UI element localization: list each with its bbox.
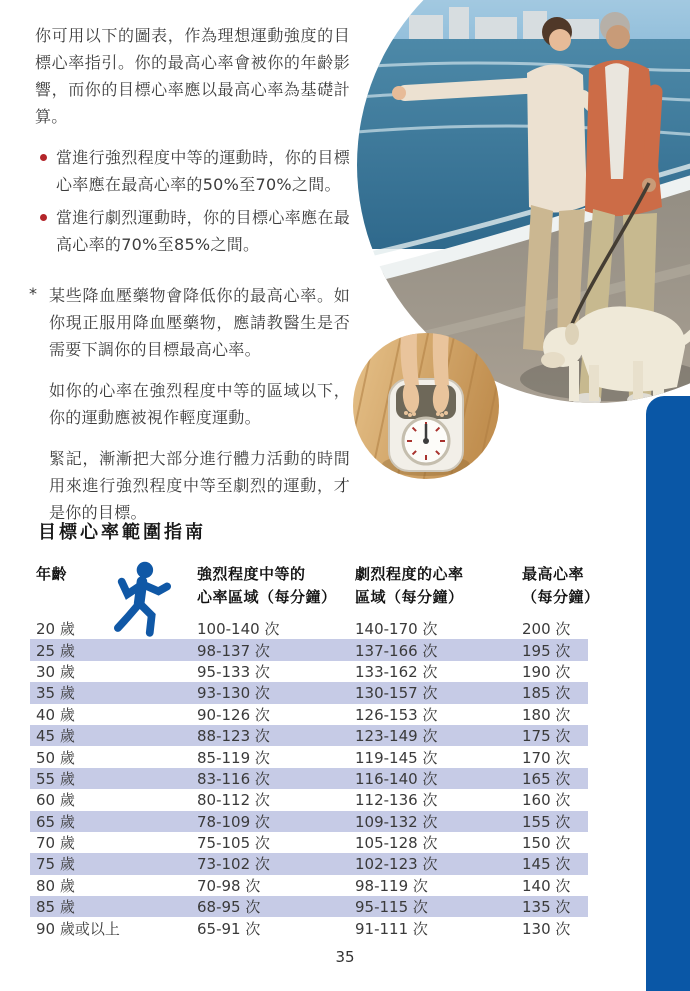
vigorous-cell: 98-119 次 [355,876,428,895]
table-row [30,661,588,682]
max-cell: 200 次 [522,620,571,639]
moderate-cell: 73-102 次 [197,855,270,874]
max-cell: 135 次 [522,898,571,917]
age-cell: 75 歲 [36,855,75,874]
moderate-cell: 95-133 次 [197,662,270,681]
age-cell: 60 歲 [36,791,75,810]
max-cell: 155 次 [522,812,571,831]
age-cell: 45 歲 [36,727,75,746]
vigorous-cell: 126-153 次 [355,705,438,724]
max-cell: 180 次 [522,705,571,724]
asterisk-marker: * [29,284,38,303]
moderate-cell: 80-112 次 [197,791,270,810]
moderate-cell: 98-137 次 [197,641,270,660]
heart-rate-table-body [30,618,588,939]
moderate-cell: 93-130 次 [197,684,270,703]
moderate-cell: 83-116 次 [197,769,270,788]
vigorous-cell: 130-157 次 [355,684,438,703]
max-cell: 195 次 [522,641,571,660]
bullet-text: 當進行強烈程度中等的運動時，你的目標心率應在最高心率的50%至70%之間。 [56,148,350,194]
vigorous-cell: 116-140 次 [355,769,438,788]
age-cell: 85 歲 [36,898,75,917]
age-cell: 30 歲 [36,662,75,681]
vigorous-cell: 109-132 次 [355,812,438,831]
vigorous-cell: 119-145 次 [355,748,438,767]
age-cell: 35 歲 [36,684,75,703]
max-cell: 140 次 [522,876,571,895]
max-cell: 145 次 [522,855,571,874]
bullet-text: 當進行劇烈運動時，你的目標心率應在最高心率的70%至85%之間。 [56,208,350,254]
table-row [30,789,588,810]
column-header-vigorous: 劇烈程度的心率 區域（每分鐘） [355,565,464,606]
list-item [40,144,350,198]
table-header-row [30,560,600,618]
max-cell: 165 次 [522,769,571,788]
table-row [30,832,588,853]
column-header-age: 年齡 [36,565,68,583]
table-row [30,746,588,767]
moderate-cell: 85-119 次 [197,748,270,767]
table-row [30,725,588,746]
vigorous-cell: 105-128 次 [355,834,438,853]
vigorous-cell: 137-166 次 [355,641,438,660]
vigorous-cell: 102-123 次 [355,855,438,874]
goal-paragraph: 緊記，漸漸把大部分進行體力活動的時間用來進行強烈程度中等至劇烈的運動，才是你的目標。 [49,449,350,522]
page-edge-accent-bar [646,396,690,991]
age-cell: 50 歲 [36,748,75,767]
moderate-cell: 70-98 次 [197,876,261,895]
moderate-cell: 88-123 次 [197,727,270,746]
page-number: 35 [335,948,355,966]
bullet-icon [40,214,47,221]
vigorous-cell: 140-170 次 [355,620,438,639]
bullet-list [40,144,350,258]
walking-person-icon [113,561,171,637]
weighing-scale-photo [353,333,499,479]
vigorous-cell: 95-115 次 [355,898,428,917]
intro-text-column [27,22,350,540]
age-cell: 65 歲 [36,812,75,831]
table-row [30,704,588,725]
max-cell: 150 次 [522,834,571,853]
table-row [30,853,588,874]
age-cell: 70 歲 [36,834,75,853]
bullet-icon [40,154,47,161]
intro-paragraph: 你可用以下的圖表，作為理想運動強度的目標心率指引。你的最高心率會被你的年齡影響，而你的目標心率應以最高心率為基礎計算。 [35,26,350,126]
vigorous-cell: 133-162 次 [355,662,438,681]
vigorous-cell: 123-149 次 [355,727,438,746]
heart-rate-table [30,560,600,939]
max-cell: 160 次 [522,791,571,810]
max-cell: 190 次 [522,662,571,681]
moderate-cell: 65-91 次 [197,919,261,938]
age-cell: 80 歲 [36,876,75,895]
vigorous-cell: 91-111 次 [355,919,428,938]
age-cell: 20 歲 [36,620,75,639]
age-cell: 25 歲 [36,641,75,660]
table-row [30,811,588,832]
column-header-moderate: 強烈程度中等的 心率區域（每分鐘） [197,565,337,606]
light-activity-paragraph: 如你的心率在強烈程度中等的區域以下，你的運動應被視作輕度運動。 [49,381,350,427]
table-row [30,896,588,917]
medication-note [29,282,350,363]
max-cell: 170 次 [522,748,571,767]
moderate-cell: 78-109 次 [197,812,270,831]
max-cell: 130 次 [522,919,571,938]
vigorous-cell: 112-136 次 [355,791,438,810]
note-text: 某些降血壓藥物會降低你的最高心率。如你現正服用降血壓藥物，應請教醫生是否需要下調你的目標最高心率。 [49,286,350,359]
list-item [40,204,350,258]
moderate-cell: 75-105 次 [197,834,270,853]
column-header-max: 最高心率 （每分鐘） [522,565,600,606]
moderate-cell: 100-140 次 [197,620,280,639]
table-row [30,917,588,938]
section-title: 目標心率範圍指南 [38,522,206,543]
table-row [30,639,588,660]
table-row [30,768,588,789]
moderate-cell: 68-95 次 [197,898,261,917]
age-cell: 40 歲 [36,705,75,724]
moderate-cell: 90-126 次 [197,705,270,724]
table-row [30,682,588,703]
weighing-scale-illustration [353,333,499,479]
age-cell: 90 歲或以上 [36,919,120,938]
max-cell: 175 次 [522,727,571,746]
table-row [30,875,588,896]
age-cell: 55 歲 [36,769,75,788]
max-cell: 185 次 [522,684,571,703]
